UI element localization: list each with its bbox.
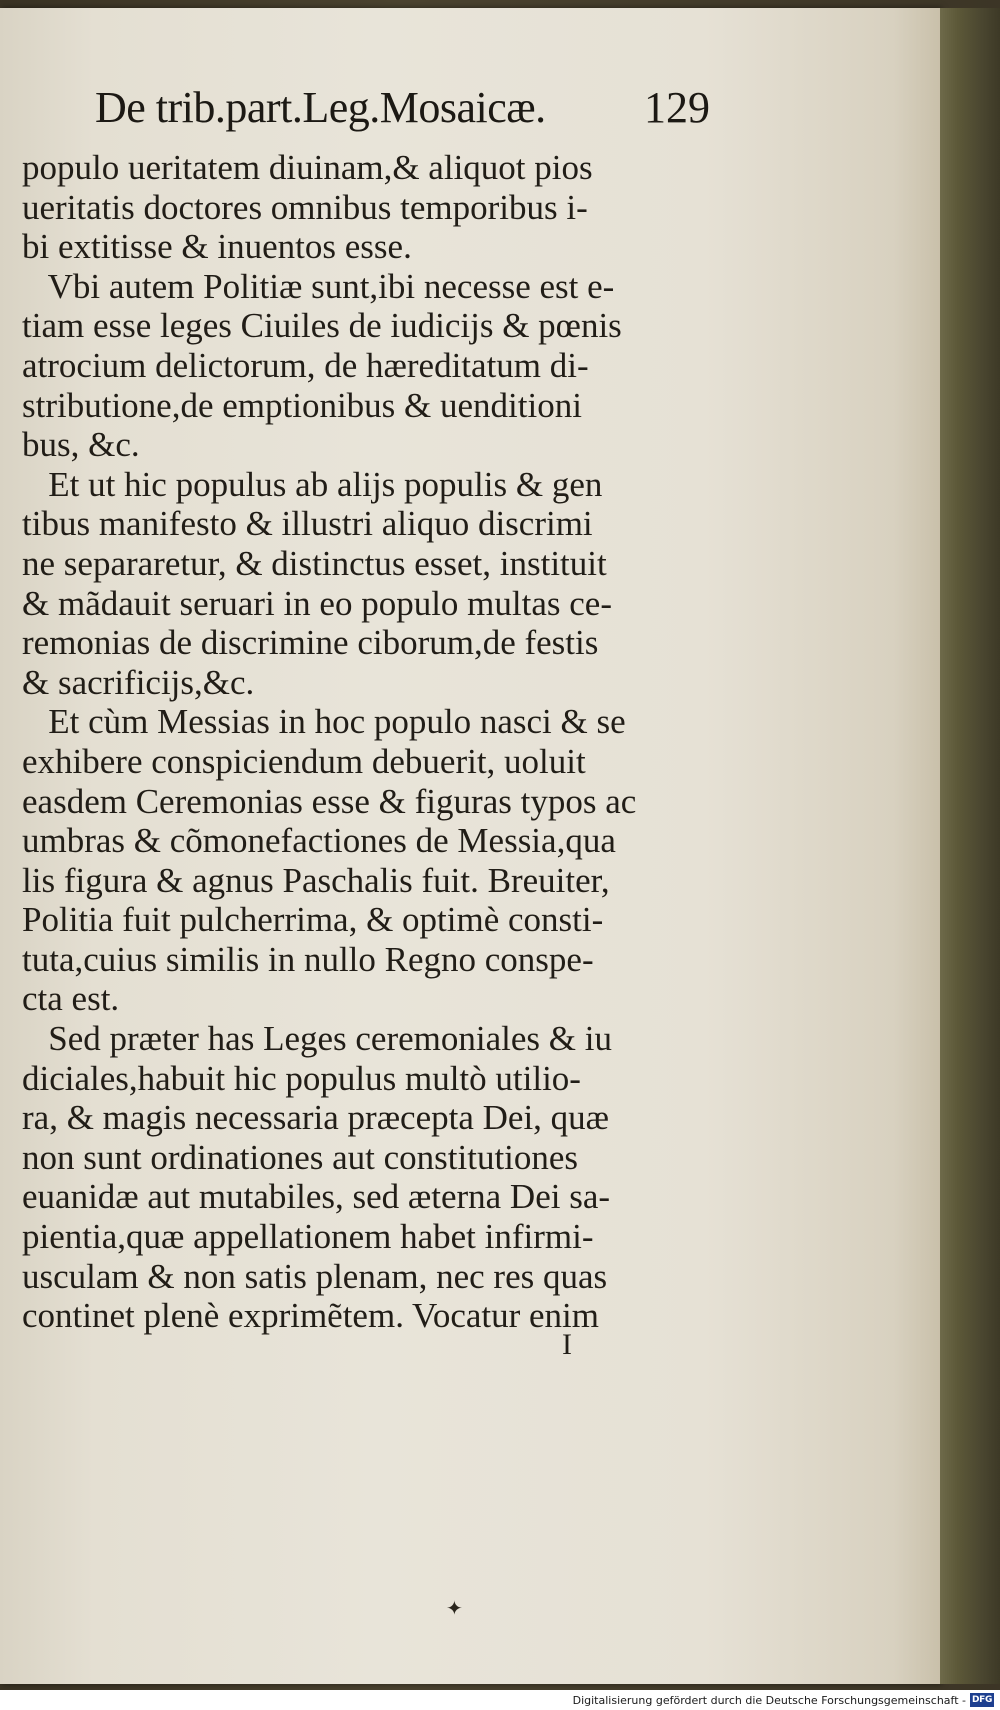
text-line: bi extitisse & inuentos esse. bbox=[22, 227, 412, 267]
digitization-footer bbox=[0, 1690, 1000, 1710]
text-line: pientia,quæ appellationem habet infirmi- bbox=[22, 1217, 594, 1257]
text-line: exhibere conspiciendum debuerit, uoluit bbox=[22, 741, 586, 781]
text-line: cta est. bbox=[22, 979, 120, 1019]
text-line: tibus manifesto & illustri aliquo discrimi bbox=[22, 504, 593, 544]
text-line: non sunt ordinationes aut constitutiones bbox=[22, 1137, 579, 1177]
text-line: Et ut hic populus ab alijs populis & gen bbox=[22, 464, 603, 504]
catchword: I bbox=[562, 1328, 572, 1361]
text-line: & sacrificijs,&c. bbox=[22, 662, 255, 702]
text-line: euanidæ aut mutabiles, sed æterna Dei sa- bbox=[22, 1177, 611, 1217]
text-line: ne separaretur, & distinctus esset, instituit bbox=[22, 543, 607, 583]
text-line: continet plenè exprimẽtem. Vocatur enim bbox=[22, 1296, 600, 1336]
text-line: Et cùm Messias in hoc populo nasci & se bbox=[22, 702, 626, 742]
text-line: ra, & magis necessaria præcepta Dei, quæ bbox=[22, 1098, 610, 1138]
text-line: umbras & cõmonefactiones de Messia,qua bbox=[22, 821, 616, 861]
text-line: tuta,cuius similis in nullo Regno conspe- bbox=[22, 939, 594, 979]
dfg-logo: DFG bbox=[971, 1695, 993, 1705]
footer-credit: Digitalisierung gefördert durch die Deutsche Forschungsgemeinschaft - bbox=[572, 1693, 966, 1707]
text-line: atrocium delictorum, de hæreditatum di- bbox=[22, 345, 589, 385]
running-title: De trib.part.Leg.Mosaicæ. bbox=[95, 83, 546, 132]
text-line: bus, &c. bbox=[22, 425, 140, 465]
text-line: Vbi autem Politiæ sunt,ibi necesse est e- bbox=[22, 266, 615, 306]
text-line: Politia fuit pulcherrima, & optimè consti- bbox=[22, 900, 604, 940]
text-line: populo ueritatem diuinam,& aliquot pios bbox=[22, 148, 593, 187]
text-line: diciales,habuit hic populus multò utilio- bbox=[22, 1058, 581, 1098]
text-line: ueritatis doctores omnibus temporibus i- bbox=[22, 187, 588, 227]
page-header bbox=[95, 82, 710, 142]
text-line: stributione,de emptionibus & uenditioni bbox=[22, 385, 582, 425]
text-line: lis figura & agnus Paschalis fuit. Breuiter, bbox=[22, 860, 610, 900]
text-line: remonias de discrimine ciborum,de festis bbox=[22, 623, 599, 663]
body-text bbox=[22, 148, 682, 1336]
text-line: easdem Ceremonias esse & figuras typos ac bbox=[22, 781, 637, 821]
text-line: & mãdauit seruari in eo populo multas ce- bbox=[22, 583, 612, 623]
book-fore-edge bbox=[940, 8, 1000, 1684]
ornament-mark: ✦ bbox=[446, 1596, 463, 1620]
page-number: 129 bbox=[644, 83, 710, 132]
text-line: usculam & non satis plenam, nec res quas bbox=[22, 1256, 608, 1296]
text-line: tiam esse leges Ciuiles de iudicijs & pœnis bbox=[22, 306, 622, 346]
text-line: Sed præter has Leges ceremoniales & iu bbox=[22, 1019, 612, 1059]
